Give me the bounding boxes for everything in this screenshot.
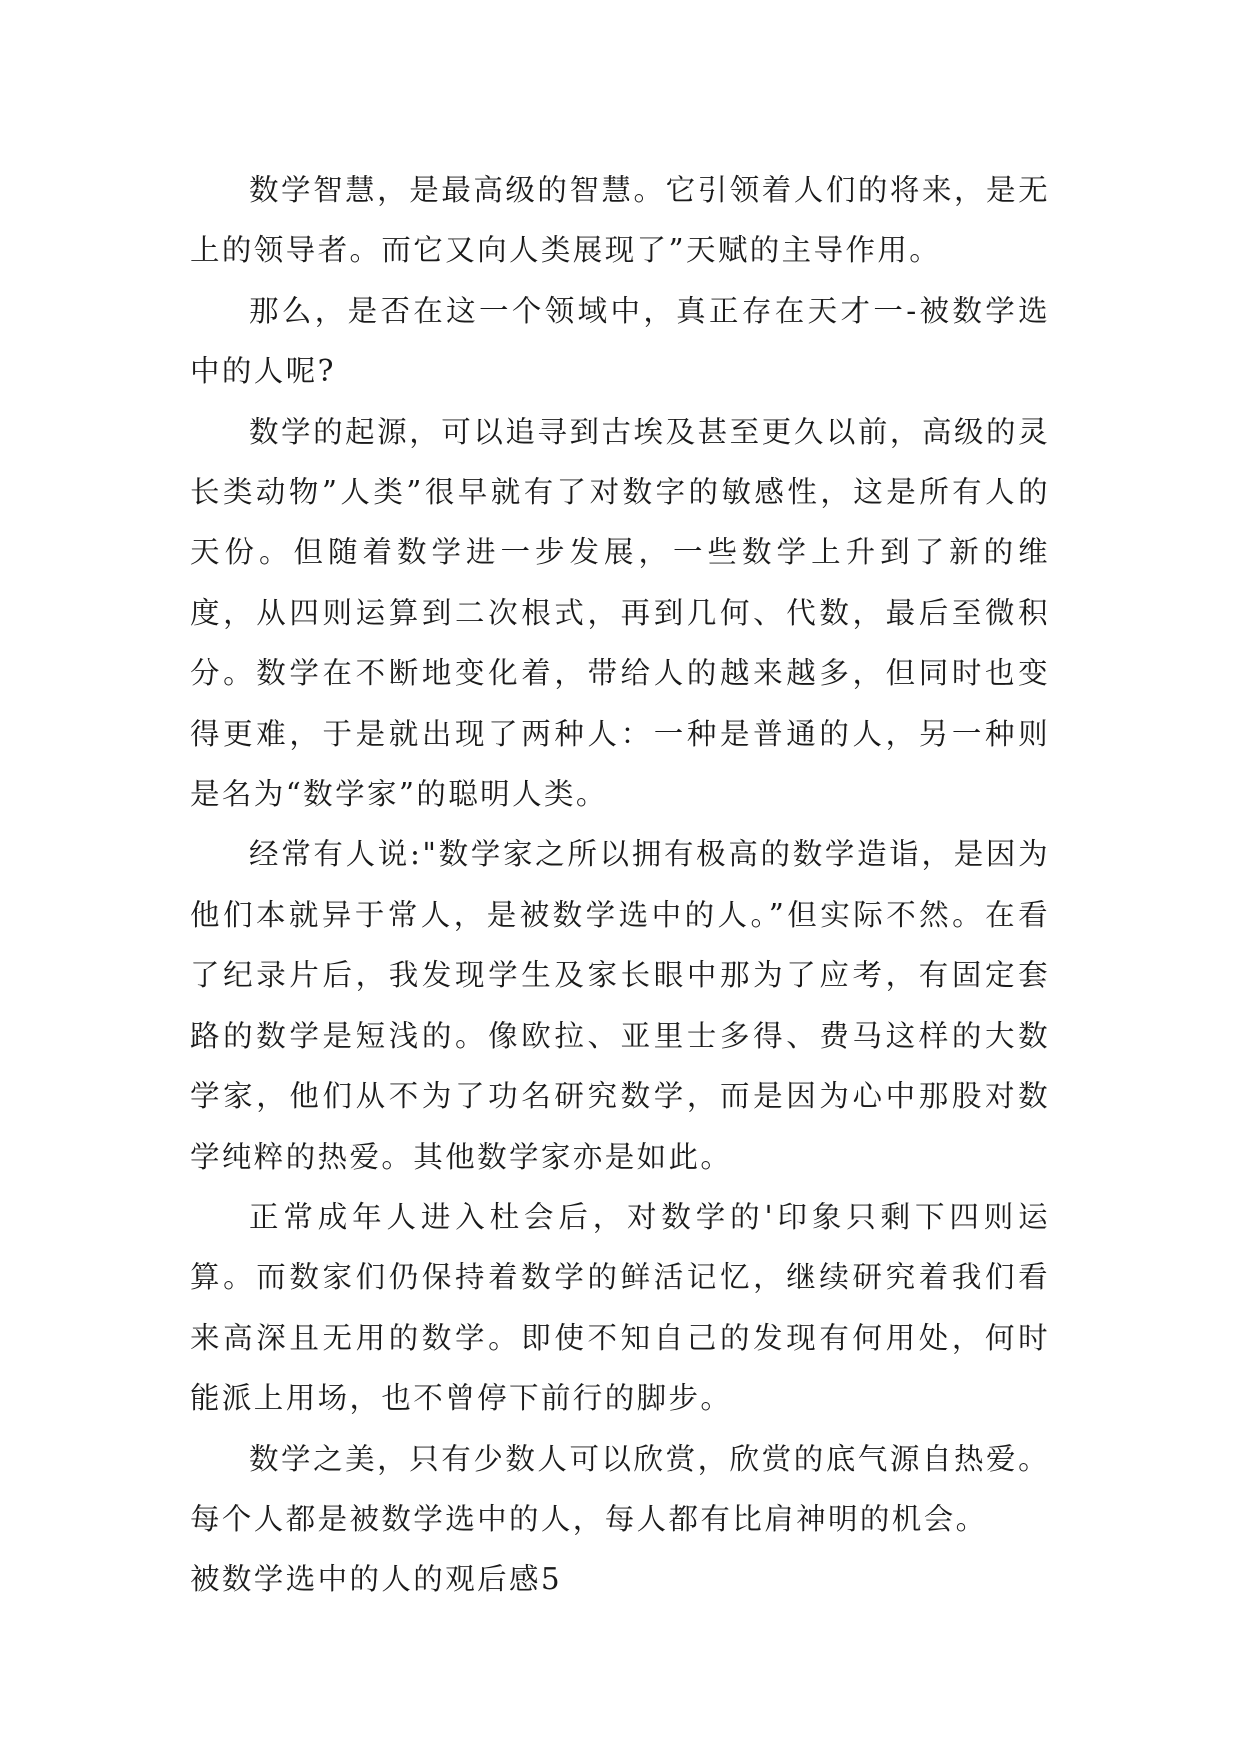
paragraph-4: 经常有人说:"数学家之所以拥有极高的数学造诣，是因为他们本就异于常人，是被数学选中的人。”但实际不然。在看了纪录片后，我发现学生及家长眼中那为了应考，有固定套路的数学是短浅的。像欧拉、亚里士多得、费马这样的大数学家，他们从不为了功名研究数学，而是因为心中那股对数学纯粹的热爱。其他数学家亦是如此。 — [190, 837, 1050, 1174]
paragraph-5: 正常成年人进入杜会后，对数学的'印象只剩下四则运算。而数家们仍保持着数学的鲜活记忆，继续研究着我们看来高深且无用的数学。即使不知自己的发现有何用处，何时能派上用场，也不曾停下前行的脚步。 — [190, 1199, 1050, 1416]
paragraph-1: 数学智慧，是最高级的智慧。它引领着人们的将来，是无上的领导者。而它又向人类展现了”天赋的主导作用。 — [190, 173, 1050, 268]
closing-heading: 被数学选中的人的观后感5 — [190, 1562, 563, 1597]
paragraph-2: 那么，是否在这一个领域中，真正存在天才一-被数学选中的人呢? — [190, 293, 1050, 389]
paragraph-3: 数学的起源，可以追寻到古埃及甚至更久以前，高级的灵长类动物”人类”很早就有了对数字的敏感性，这是所有人的天份。但随着数学进一步发展，一些数学上升到了新的维度，从四则运算到二次根式，再到几何、代数，最后至微积分。数学在不断地变化着，带给人的越来越多，但同时也变得更难，于是就出现了两种人：一种是普通的人，另一种则是名为“数学家”的聪明人类。 — [190, 414, 1050, 812]
paragraph-6: 数学之美，只有少数人可以欣赏，欣赏的底气源自热爱。每个人都是被数学选中的人，每人都有比肩神明的机会。 — [190, 1441, 1050, 1536]
article-body — [190, 160, 1050, 1610]
